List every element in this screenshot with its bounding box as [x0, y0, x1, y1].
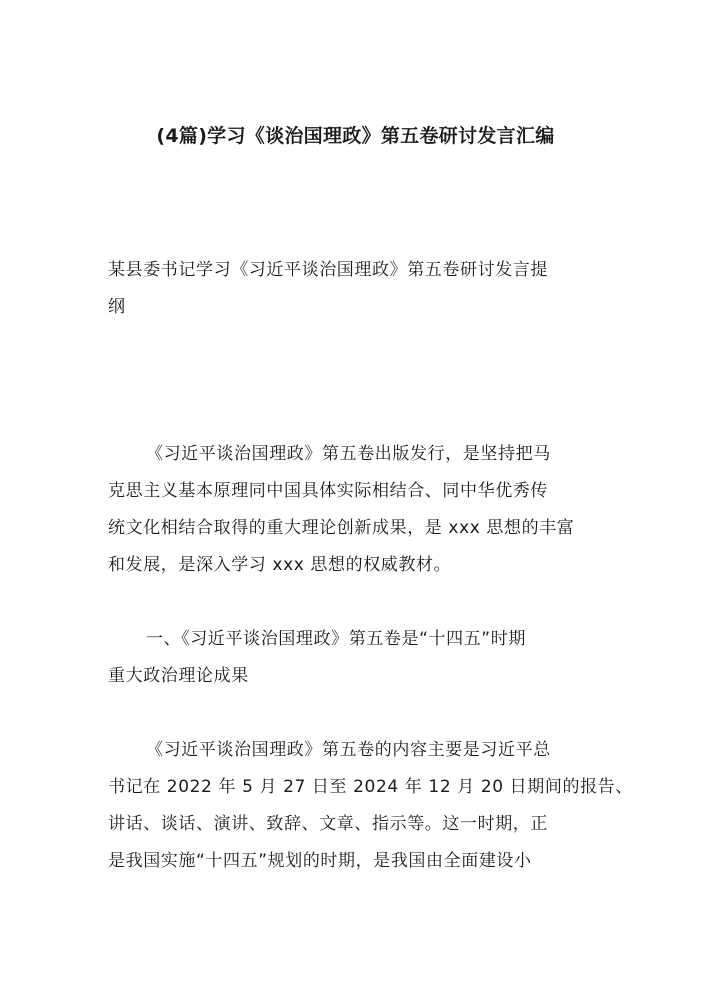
subtitle-line-1: 某县委书记学习《习近平谈治国理政》第五卷研讨发言提: [108, 260, 548, 280]
intro-paragraph-line-2: 克思主义基本原理同中国具体实际相结合、同中华优秀传: [108, 481, 548, 501]
body-paragraph-line-4: 是我国实施“十四五”规划的时期，是我国由全面建设小: [108, 851, 532, 871]
body-paragraph-line-1: 《习近平谈治国理政》第五卷的内容主要是习近平总: [146, 740, 551, 760]
intro-paragraph-line-4: 和发展，是深入学习 xxx 思想的权威教材。: [108, 555, 452, 575]
subtitle-line-2: 纲: [108, 297, 126, 317]
intro-paragraph-line-3: 统文化相结合取得的重大理论创新成果，是 xxx 思想的丰富: [108, 518, 575, 538]
intro-paragraph-line-1: 《习近平谈治国理政》第五卷出版发行，是坚持把马: [146, 444, 551, 464]
document-title: (4篇)学习《谈治国理政》第五卷研讨发言汇编: [156, 125, 555, 147]
section-heading-line-2: 重大政治理论成果: [108, 666, 249, 686]
section-heading-line-1: 一、《习近平谈治国理政》第五卷是“十四五”时期: [146, 629, 526, 649]
body-paragraph-line-2: 书记在 2022 年 5 月 27 日至 2024 年 12 月 20 日期间的报告、: [108, 777, 633, 797]
body-paragraph-line-3: 讲话、谈话、演讲、致辞、文章、指示等。这一时期，正: [108, 814, 548, 834]
